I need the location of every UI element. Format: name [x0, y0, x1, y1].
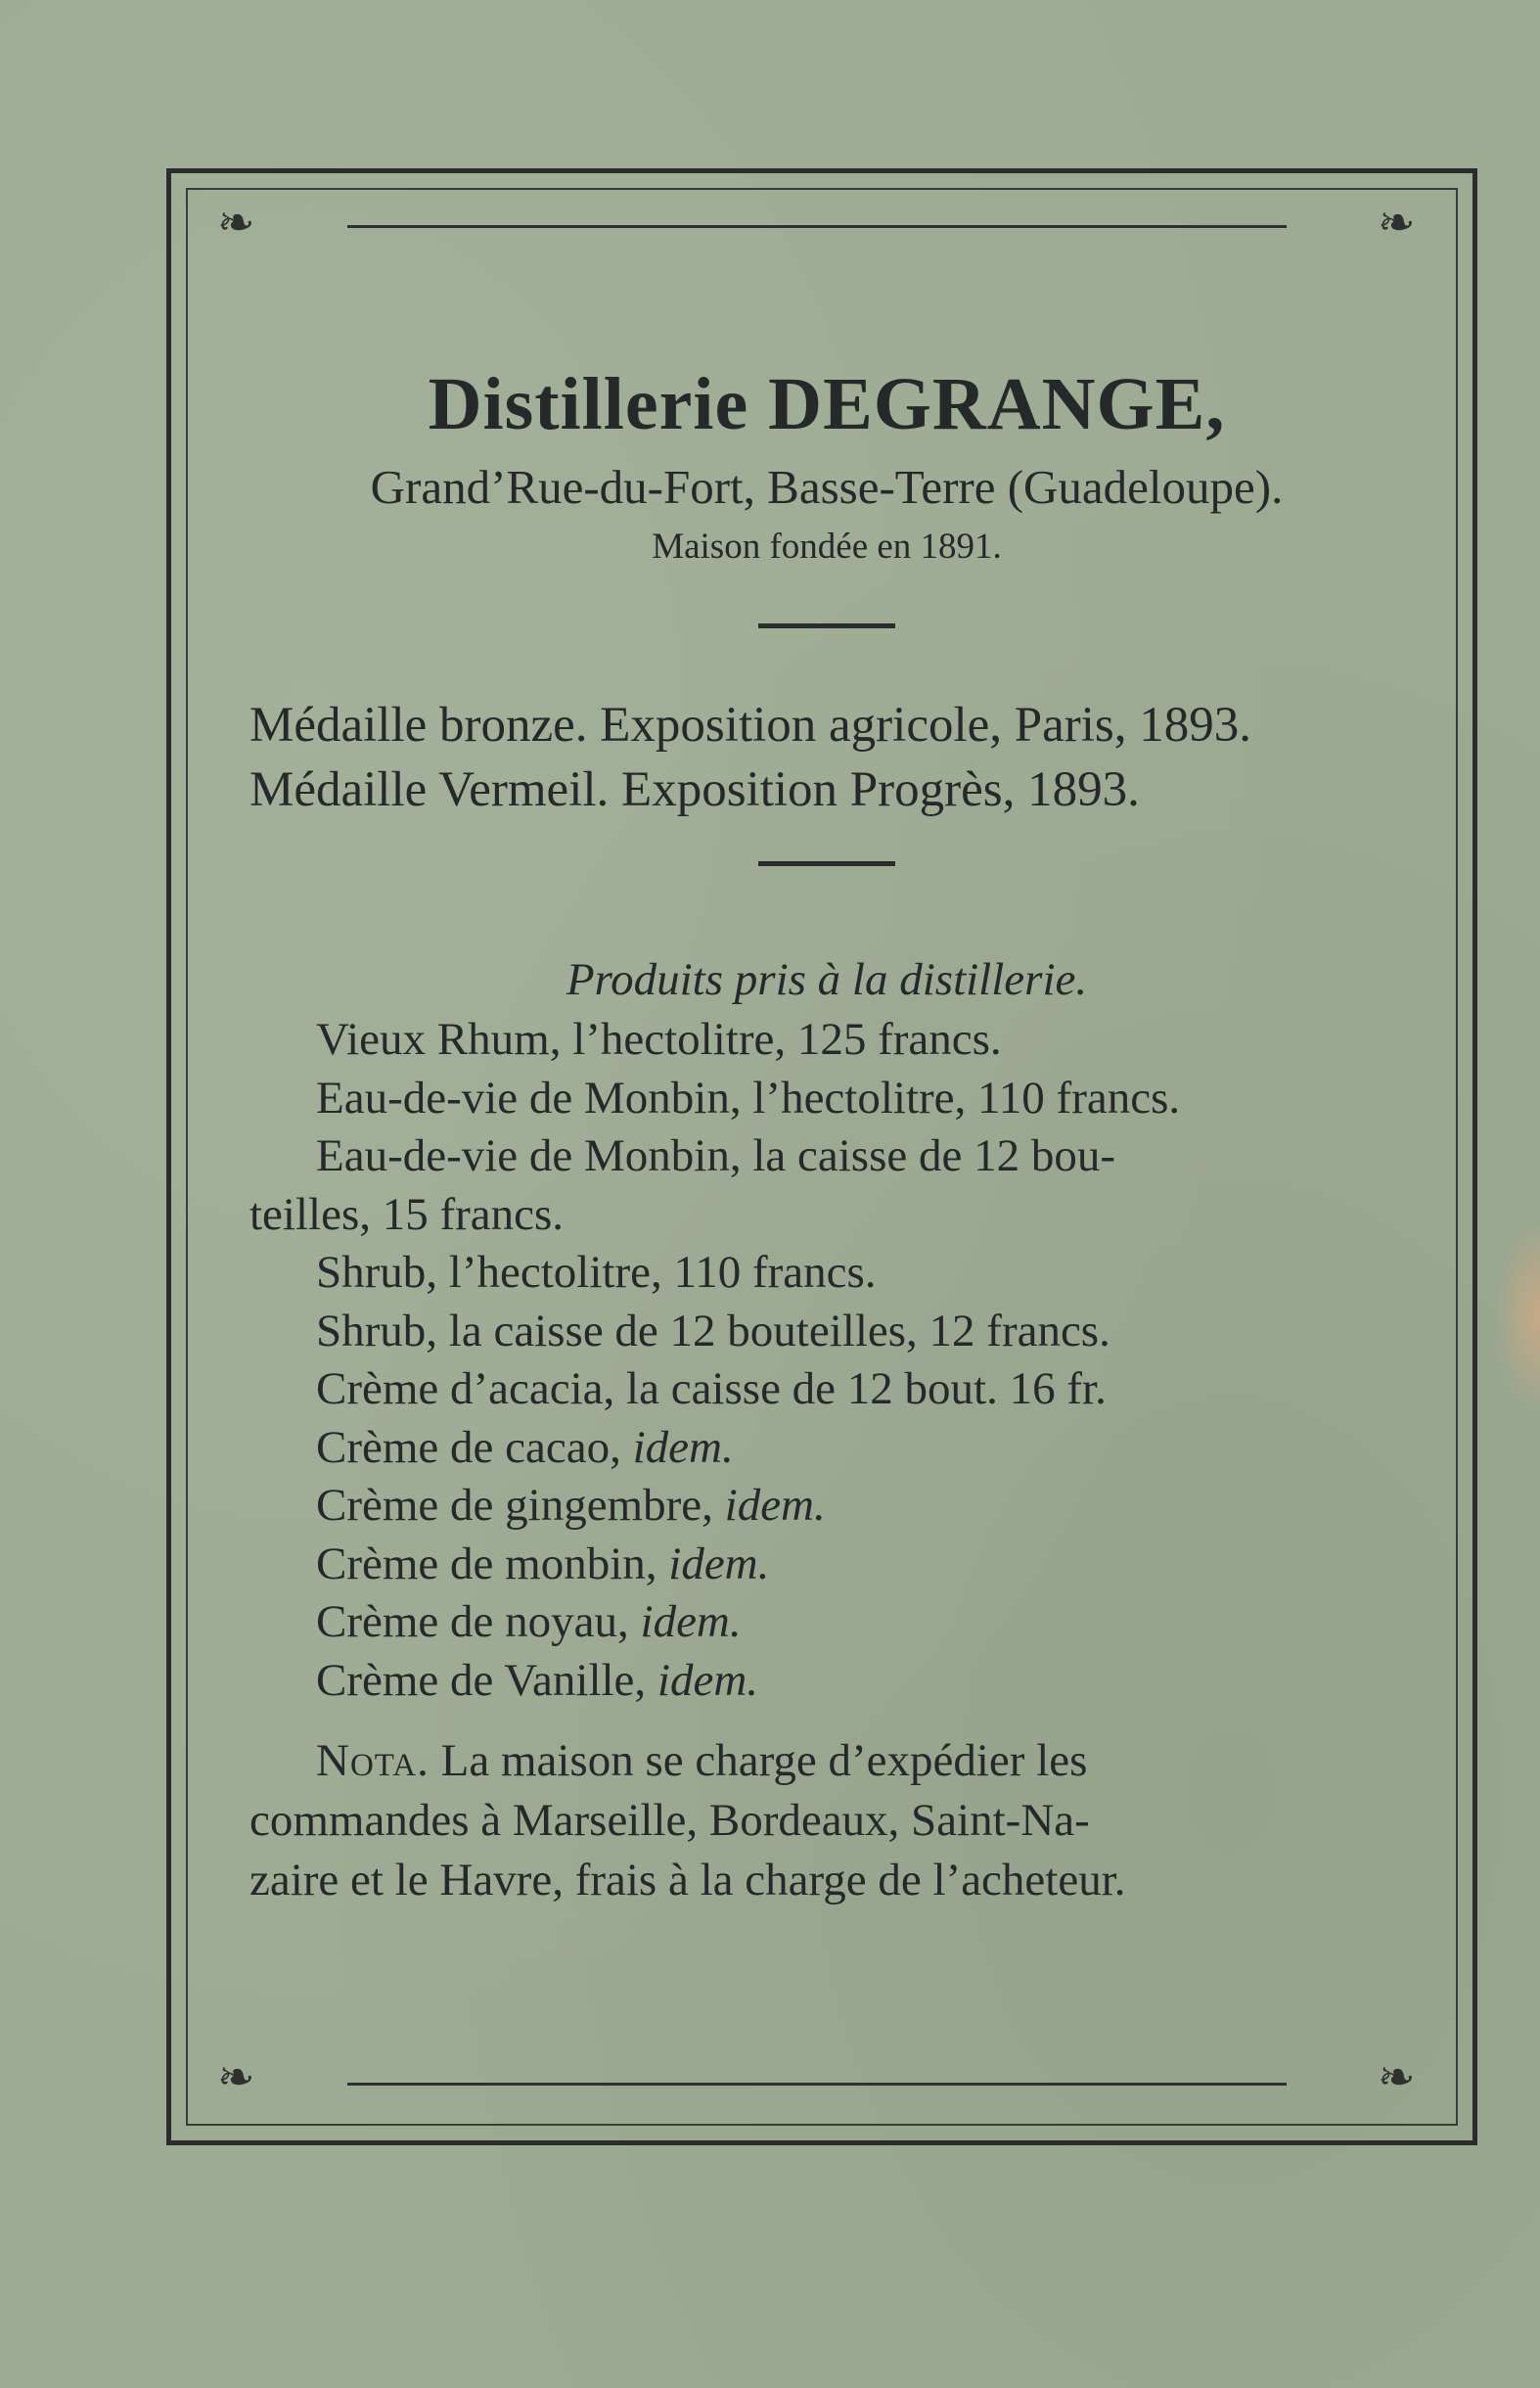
nota-line: commandes à Marseille, Bordeaux, Saint-Na- — [249, 1795, 1090, 1846]
medal-line: Médaille bronze. Exposition agricole, Paris, 1893. — [249, 698, 1252, 753]
nota-line: zaire et le Havre, frais à la charge de l’acheteur. — [249, 1855, 1126, 1906]
idem-mark: idem. — [724, 1480, 826, 1531]
product-line: Crème de noyau, idem. — [316, 1596, 742, 1647]
corner-ornament-top-left: ❧ — [217, 198, 255, 248]
product-line: Crème de cacao, idem. — [316, 1421, 734, 1473]
product-line: Crème de gingembre, idem. — [316, 1480, 826, 1531]
products-title: Produits pris à la distillerie. — [566, 954, 1088, 1005]
nota-label: Nota. — [316, 1735, 430, 1786]
product-line: Shrub, l’hectolitre, 110 francs. — [316, 1247, 877, 1298]
document-content — [249, 357, 1404, 1910]
product-line: Crème de Vanille, idem. — [316, 1654, 759, 1706]
distillery-address: Grand’Rue-du-Fort, Basse-Terre (Guadeloupe). — [370, 460, 1284, 514]
medals-list — [249, 693, 1404, 822]
corner-ornament-bottom-right: ❧ — [1378, 2052, 1416, 2102]
corner-ornament-top-right: ❧ — [1378, 198, 1416, 248]
bottom-ornament-line — [347, 2083, 1287, 2086]
paper-stain — [1495, 1223, 1540, 1409]
divider-rule — [758, 861, 895, 866]
idem-mark: idem. — [632, 1421, 734, 1473]
divider-rule — [758, 623, 895, 628]
nota-paragraph — [249, 1731, 1404, 1910]
idem-mark: idem. — [668, 1538, 770, 1589]
corner-ornament-bottom-left: ❧ — [217, 2052, 255, 2102]
product-line: Vieux Rhum, l’hectolitre, 125 francs. — [316, 1014, 1002, 1065]
product-line: Crème de monbin, idem. — [316, 1538, 770, 1589]
product-line: Shrub, la caisse de 12 bouteilles, 12 francs. — [316, 1305, 1110, 1356]
product-line: Eau-de-vie de Monbin, la caisse de 12 bou- — [316, 1130, 1116, 1181]
top-ornament-line — [347, 225, 1287, 228]
distillery-title: Distillerie DEGRANGE, — [428, 363, 1226, 445]
idem-mark: idem. — [657, 1654, 759, 1706]
product-line-continuation: teilles, 15 francs. — [249, 1188, 565, 1240]
product-line: Eau-de-vie de Monbin, l’hectolitre, 110 francs. — [316, 1072, 1181, 1124]
idem-mark: idem. — [640, 1596, 742, 1647]
product-line: Crème d’acacia, la caisse de 12 bout. 16 fr. — [316, 1363, 1107, 1414]
nota-line: Nota. La maison se charge d’expédier les — [316, 1735, 1088, 1786]
products-list — [249, 1011, 1404, 1710]
founded-line: Maison fondée en 1891. — [652, 527, 1002, 567]
medal-line: Médaille Vermeil. Exposition Progrès, 1893. — [249, 762, 1140, 817]
